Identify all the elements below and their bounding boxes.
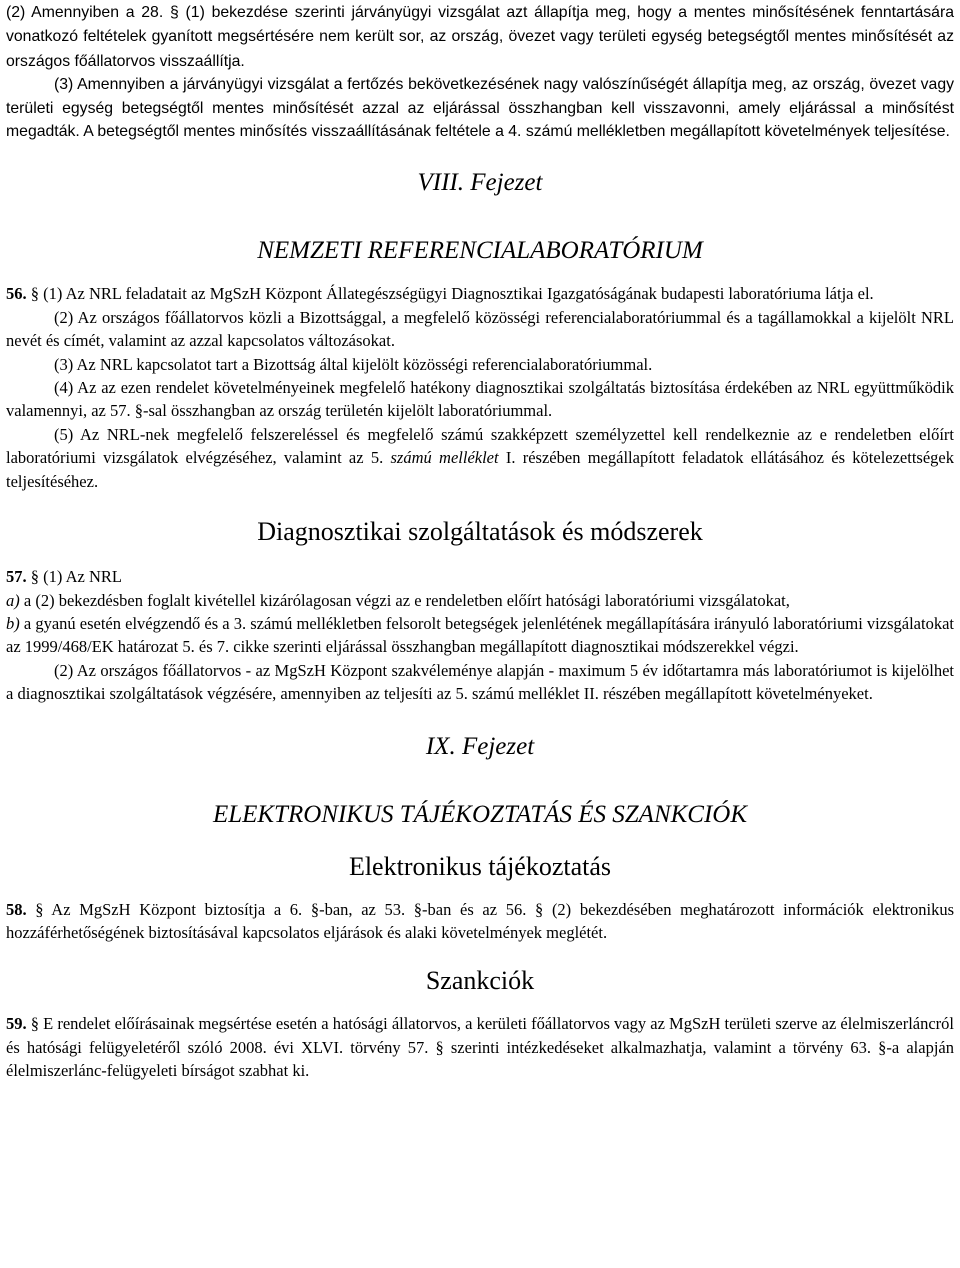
section-57-1-b [6,612,954,659]
spacer [6,143,954,168]
paragraph-text: (2) bekezdésében meghatározott információk elektronikus hozzáférhetőségének biztosításával kapcsolatos eljárások és alaki követelmények meglétét. [6,899,955,942]
section-number: 58. [6,899,27,919]
section-sign: § [310,899,320,919]
spacer [6,493,954,517]
section-sign: § [134,401,143,421]
section-57-1-a [6,589,954,612]
section-sign: § [413,899,423,919]
point-label: a) [6,590,20,610]
paragraph-28-3: (3) Amennyiben a járványügyi vizsgálat a fertőzés bekövetkezésének nagy valószínűségét állapítja meg, az ország, övezet vagy területi egység betegségtől mentes minősítését azzal az eljárással összhangban kell visszavonni, amely eljárással a minősítést megadták. A betegségtől mentes minősítés visszaállításának feltétele a 4. számú mellékletben megállapított követelmények teljesítése. [6,76,954,141]
section-56-4 [6,376,954,423]
section-56-2: (2) Az országos főállatorvos közli a Bizottsággal, a megfelelő közösségi referencialaboratóriummal és a tagállamokkal a kijelölt NRL nevét és címét, valamint az azzal kapcsolatos változásokat. [6,307,954,351]
spacer [6,266,954,282]
section-sign: § [435,1037,444,1057]
section-number: 57. [6,567,27,587]
chapter-9-title: ELEKTRONIKUS TÁJÉKOZTATÁS ÉS SZANKCIÓK [212,800,748,828]
paragraph-text: -ban és az 56. [422,899,536,919]
paragraph-text: -a alapján élelmiszerlánc-felügyeleti bírságot szabhat ki. [6,1037,954,1081]
paragraph-text: (1) Az NRL feladatait az MgSzH Központ Állategészségügyi Diagnosztikai Igazgatóságának budapesti laboratóriuma látja el. [39,284,874,304]
section-sign: § [878,1037,887,1057]
paragraph-28-2 [6,0,954,73]
paragraph-text: (1) Az NRL [39,567,122,587]
section-number: 59. [6,1014,27,1034]
spacer [6,882,954,898]
paragraph-text: szerinti intézkedéseket alkalmazhatja, valamint a törvény 63. [443,1037,879,1057]
section-56-3: (3) Az NRL kapcsolatot tart a Bizottság által kijelölt közösségi referencialaboratóriummal. [54,354,653,374]
section-sign: § [30,567,39,587]
paragraph-text: a (2) bekezdésben foglalt kivétellel kizárólagosan végzi az e rendeletben előírt hatósági laboratóriumi vizsgálatokat, [19,590,790,610]
chapter-9-number: IX. Fejezet [425,732,535,760]
paragraph-text: a gyanú esetén elvégzendő és a 3. számú mellékletben felsorolt betegségek jelenlétének megállapítására irányuló laboratóriumi vizsgálatokat az 1999/468/EK határozat 5. és 7. cikke szerinti eljárással összhangban megállapított diagnosztikai módszerekkel végzi. [6,613,954,657]
heading-sanctions: Szankciók [425,966,535,996]
paragraph-text: (5) Az NRL-nek megfelelő felszereléssel és megfelelő számú szakképzett személyzettel kell rendelkeznie az e rendeletben előírt laboratóriumi vizsgálatok elvégzéséhez, valamint az 5. [6,424,954,468]
spacer [6,762,954,800]
section-57-1 [6,565,954,588]
section-56-5 [6,423,954,493]
chapter-8-title: NEMZETI REFERENCIALABORATÓRIUM [257,237,703,265]
paragraph-text: -sal összhangban az ország területén kijelölt laboratóriummal. [143,401,553,421]
spacer [6,996,954,1012]
section-sign: § [35,899,44,919]
spacer [6,547,954,565]
annex-reference: számú melléklet [390,448,499,468]
section-59 [6,1012,954,1082]
paragraph-text: (4) Az az ezen rendelet követelményeinek megfelelő hatékony diagnosztikai szolgáltatás biztosítása érdekében az NRL együttműködik valamennyi, az 57. [6,378,954,421]
point-label: b) [6,613,20,633]
paragraph-text: -ban, az 53. [319,899,414,919]
section-sign: § [30,1014,40,1034]
heading-diagnostic-services: Diagnosztikai szolgáltatások és módszerek [257,517,703,547]
section-58 [6,898,954,945]
section-sign: § [535,899,544,919]
spacer [6,944,954,966]
section-sign: § [169,4,179,21]
section-56-1 [6,282,954,305]
paragraph-text: E rendelet előírásainak megsértése esetén a hatósági állatorvos, a kerületi főállatorvos vagy az MgSzH területi szerve az élelmiszerláncról és hatósági felügyeletéről szóló 2008. évi XLVI. törvény 57. [6,1014,955,1057]
section-number: 56. [6,284,27,304]
paragraph-text: (2) Amennyiben a 28. [6,4,170,21]
paragraph-text: Az MgSzH Központ biztosítja a 6. [43,899,311,919]
heading-electronic-info: Elektronikus tájékoztatás [348,851,612,881]
paragraph-text: I. részében megállapított feladatok ellátásához és kötelezettségek teljesítéséhez. [6,448,954,491]
spacer [6,198,954,236]
spacer [6,830,954,852]
paragraph-text: (1) bekezdése szerinti járványügyi vizsgálat azt állapítja meg, hogy a mentes minősítésének fenntartására vonatkozó feltételek gyanított megsértésére nem került sor, az ország, övezet vagy területi egység betegségtől mentes minősítését az országos főállatorvos visszaállítja. [6,4,954,70]
chapter-8-number: VIII. Fejezet [417,169,543,197]
section-sign: § [30,284,39,304]
spacer [6,706,954,732]
section-57-2: (2) Az országos főállatorvos - az MgSzH Központ szakvéleménye alapján - maximum 5 év időtartamra más laboratóriumot is kijelölhet a diagnosztikai szolgáltatások végzésére, amennyiben az teljesíti az 5. számú melléklet II. részében megállapított követelményeket. [6,660,954,704]
